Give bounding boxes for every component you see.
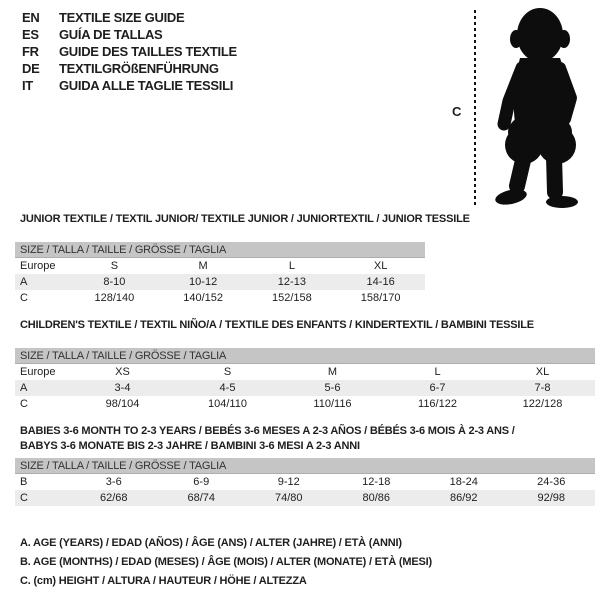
lang-row-it <box>22 77 237 94</box>
cell: 62/68 <box>99 492 128 504</box>
cell: 68/74 <box>187 492 216 504</box>
cell: 8-10 <box>103 276 126 288</box>
lang-code: FR <box>22 44 39 59</box>
table-row-height <box>15 290 425 306</box>
cell: 3-4 <box>114 382 131 394</box>
row-label: B <box>20 476 28 488</box>
row-label: A <box>20 382 28 394</box>
table-row-europe <box>15 258 425 274</box>
table-title: BABIES 3-6 MONTH TO 2-3 YEARS / BEBÉS 3-6 MESES A 2-3 AÑOS / BÉBÉS 3-6 MOIS À 2-3 ANS / <box>20 425 515 437</box>
cell: XL <box>535 366 550 378</box>
cell: 86/92 <box>449 492 478 504</box>
cell: 6-7 <box>429 382 446 394</box>
table-row-age-months <box>15 474 595 490</box>
cell: 152/158 <box>271 292 312 304</box>
row-label: C <box>20 492 28 504</box>
cell: XL <box>373 260 388 272</box>
cell: 98/104 <box>105 398 140 410</box>
cell: 12-13 <box>277 276 306 288</box>
cell: 5-6 <box>324 382 341 394</box>
cell: M <box>198 260 208 272</box>
cell: 122/128 <box>522 398 563 410</box>
cell: 116/122 <box>418 398 457 410</box>
cell: 10-12 <box>189 276 218 288</box>
cell: L <box>288 260 295 272</box>
size-header-bar: SIZE / TALLA / TAILLE / GRÖSSE / TAGLIA <box>15 242 425 258</box>
height-figure <box>448 6 598 210</box>
legend-line-b: B. AGE (MONTHS) / EDAD (MESES) / ÂGE (MOIS) / ALTER (MONATE) / ETÀ (MESI) <box>20 556 432 568</box>
row-label: Europe <box>20 366 56 378</box>
size-header-bar: SIZE / TALLA / TAILLE / GRÖSSE / TAGLIA <box>15 348 595 364</box>
height-measure-label: C <box>452 104 462 119</box>
cell: M <box>327 366 338 378</box>
cell: 80/86 <box>362 492 391 504</box>
row-label: Europe <box>20 260 56 272</box>
cell: 7-8 <box>534 382 551 394</box>
cell: 9-12 <box>277 476 300 488</box>
lang-row-en <box>22 9 237 26</box>
babies-table <box>15 424 595 506</box>
cell: 110/116 <box>313 398 352 410</box>
lang-label: GUÍA DE TALLAS <box>59 27 163 42</box>
lang-row-fr <box>22 43 237 60</box>
cell: 140/152 <box>183 292 223 304</box>
table-title-line2: BABYS 3-6 MONATE BIS 2-3 JAHRE / BAMBINI 3-6 MESI A 2-3 ANNI <box>20 440 360 452</box>
measure-dashed-line <box>474 10 476 208</box>
cell: 128/140 <box>94 292 135 304</box>
cell: XS <box>115 366 130 378</box>
table-title: CHILDREN'S TEXTILE / TEXTIL NIÑO/A / TEXTILE DES ENFANTS / KINDERTEXTIL / BAMBINI TESSILE <box>20 319 534 331</box>
language-header <box>22 9 237 94</box>
lang-code: DE <box>22 61 40 76</box>
junior-table <box>15 212 470 306</box>
cell: S <box>110 260 119 272</box>
lang-code: EN <box>22 10 40 25</box>
lang-label: GUIDE DES TAILLES TEXTILE <box>59 44 237 59</box>
lang-label: TEXTILGRÖßENFÜHRUNG <box>59 61 219 76</box>
table-row-height <box>15 490 595 506</box>
cell: L <box>434 366 441 378</box>
lang-row-de <box>22 60 237 77</box>
cell: 6-9 <box>193 476 210 488</box>
children-table <box>15 318 595 412</box>
baby-silhouette-icon <box>486 6 596 208</box>
lang-label: GUIDA ALLE TAGLIE TESSILI <box>59 78 234 93</box>
table-row-age <box>15 274 425 290</box>
cell: 14-16 <box>366 276 395 288</box>
cell: 18-24 <box>449 476 478 488</box>
legend-line-c: C. (cm) HEIGHT / ALTURA / HAUTEUR / HÖHE / ALTEZZA <box>20 575 307 587</box>
table-row-age <box>15 380 595 396</box>
row-label: C <box>20 398 28 410</box>
lang-code: ES <box>22 27 39 42</box>
legend-line-a: A. AGE (YEARS) / EDAD (AÑOS) / ÂGE (ANS) / ALTER (JAHRE) / ETÀ (ANNI) <box>20 537 402 549</box>
legend <box>20 534 432 591</box>
table-title: JUNIOR TEXTILE / TEXTIL JUNIOR/ TEXTILE JUNIOR / JUNIORTEXTIL / JUNIOR TESSILE <box>20 213 470 225</box>
cell: 4-5 <box>219 382 236 394</box>
table-row-height <box>15 396 595 412</box>
cell: 12-18 <box>362 476 391 488</box>
row-label: C <box>20 292 28 304</box>
cell: 74/80 <box>274 492 303 504</box>
row-label: A <box>20 276 28 288</box>
lang-code: IT <box>22 78 33 93</box>
cell: 3-6 <box>105 476 122 488</box>
cell: 104/110 <box>208 398 247 410</box>
lang-row-es <box>22 26 237 43</box>
cell: 92/98 <box>537 492 566 504</box>
table-row-europe <box>15 364 595 380</box>
cell: S <box>223 366 232 378</box>
lang-label: TEXTILE SIZE GUIDE <box>59 10 185 25</box>
size-header-bar: SIZE / TALLA / TAILLE / GRÖSSE / TAGLIA <box>15 458 595 474</box>
cell: 158/170 <box>360 292 401 304</box>
cell: 24-36 <box>537 476 566 488</box>
